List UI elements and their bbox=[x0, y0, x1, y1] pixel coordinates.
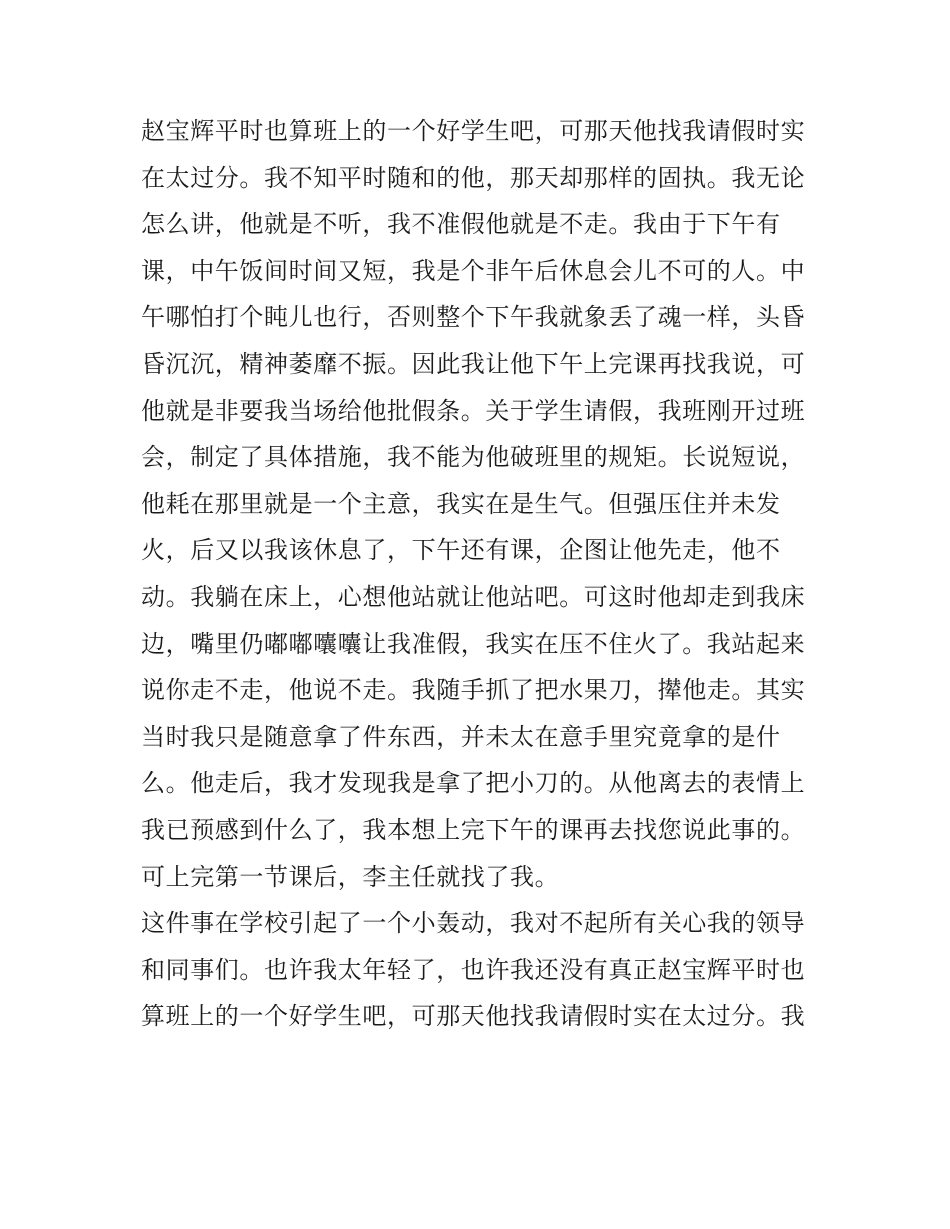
text-line: 说你走不走，他说不走。我随手抓了把水果刀，撵他走。其实 bbox=[141, 676, 806, 705]
text-line: 火，后又以我该休息了，下午还有课，企图让他先走，他不 bbox=[141, 536, 781, 565]
text-line: 昏沉沉，精神萎靡不振。因此我让他下午上完课再找我说，可 bbox=[141, 349, 806, 378]
text-line: 当时我只是随意拿了件东西，并未太在意手里究竟拿的是什 bbox=[141, 722, 781, 751]
body-text bbox=[141, 108, 821, 1040]
text-line: 算班上的一个好学生吧，可那天他找我请假时实在太过分。我 bbox=[141, 1002, 806, 1031]
text-line: 么。他走后，我才发现我是拿了把小刀的。从他离去的表情上 bbox=[141, 769, 806, 798]
text-line: 午哪怕打个盹儿也行，否则整个下午我就象丢了魂一样，头昏 bbox=[141, 303, 806, 332]
text-line: 可上完第一节课后，李主任就找了我。 bbox=[141, 862, 560, 891]
text-line: 这件事在学校引起了一个小轰动，我对不起所有关心我的领导 bbox=[141, 909, 806, 938]
text-line: 会，制定了具体措施，我不能为他破班里的规矩。长说短说， bbox=[141, 443, 806, 472]
text-line: 动。我躺在床上，心想他站就让他站吧。可这时他却走到我床 bbox=[141, 582, 806, 611]
text-line: 和同事们。也许我太年轻了，也许我还没有真正赵宝辉平时也 bbox=[141, 955, 806, 984]
text-line: 课，中午饭间时间又短，我是个非午后休息会儿不可的人。中 bbox=[141, 256, 806, 285]
text-line: 边，嘴里仍嘟嘟囔囔让我准假，我实在压不住火了。我站起来 bbox=[141, 629, 806, 658]
text-line: 他耗在那里就是一个主意，我实在是生气。但强压住并未发 bbox=[141, 489, 781, 518]
text-line: 怎么讲，他就是不听，我不准假他就是不走。我由于下午有 bbox=[141, 210, 781, 239]
text-line: 我已预感到什么了，我本想上完下午的课再去找您说此事的。 bbox=[141, 815, 806, 844]
text-line: 赵宝辉平时也算班上的一个好学生吧，可那天他找我请假时实 bbox=[141, 117, 806, 145]
text-line: 在太过分。我不知平时随和的他，那天却那样的固执。我无论 bbox=[141, 163, 806, 192]
text-line: 他就是非要我当场给他批假条。关于学生请假，我班刚开过班 bbox=[141, 396, 806, 425]
